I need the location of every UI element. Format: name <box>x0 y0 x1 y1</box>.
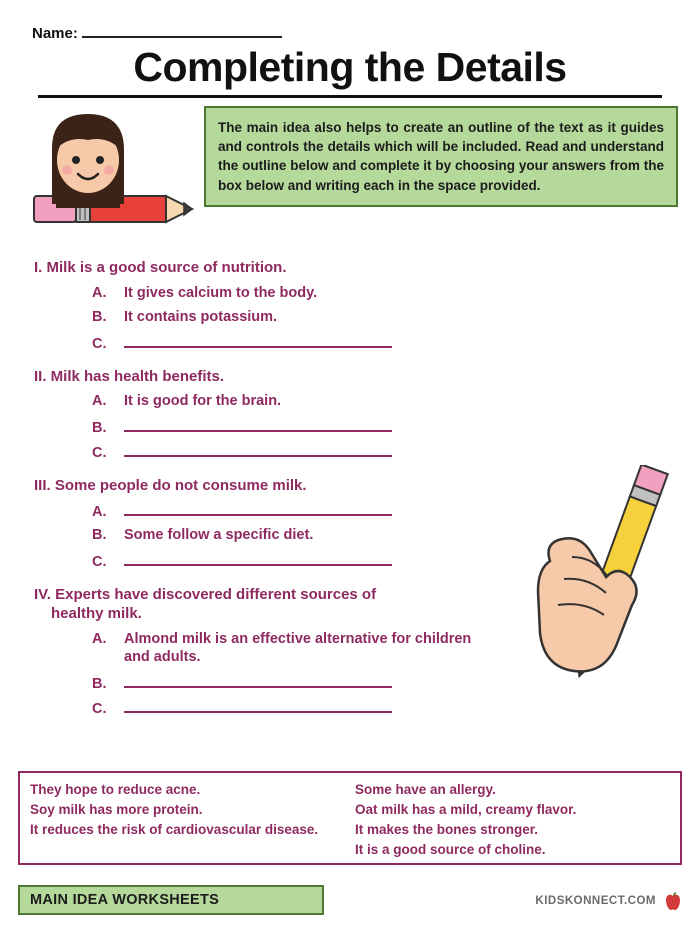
item-letter: A. <box>92 630 107 647</box>
section-heading-line2: healthy milk. <box>51 605 142 623</box>
answer-option[interactable]: It reduces the risk of cardiovascular disease. <box>30 821 319 837</box>
hand-holding-pencil-illustration <box>514 465 694 705</box>
outline-section <box>34 258 682 352</box>
footer-brand-group <box>535 891 682 911</box>
item-text: Some follow a specific diet. <box>124 527 314 544</box>
outline-item <box>92 417 682 436</box>
item-letter: B. <box>92 309 107 326</box>
item-letter: A. <box>92 393 107 410</box>
item-letter: B. <box>92 675 107 692</box>
name-input-blank[interactable] <box>82 22 282 38</box>
item-letter: C. <box>92 335 107 352</box>
section-heading: III. Some people do not consume milk. <box>34 476 307 494</box>
answer-blank[interactable] <box>124 333 392 348</box>
answer-bank-left-column <box>30 780 345 856</box>
answer-blank[interactable] <box>124 442 392 457</box>
section-heading: I. Milk is a good source of nutrition. <box>34 259 287 277</box>
answer-option[interactable]: It is a good source of choline. <box>355 841 546 857</box>
outline-item <box>92 392 682 411</box>
item-text: Almond milk is an effective alternative for children and adults. <box>124 630 472 666</box>
outline-item <box>92 442 682 461</box>
outline-item <box>92 333 682 352</box>
apple-icon <box>664 891 682 911</box>
answer-blank[interactable] <box>124 501 392 516</box>
answer-blank[interactable] <box>124 673 392 688</box>
title-block <box>18 46 682 98</box>
answer-blank[interactable] <box>124 551 392 566</box>
footer <box>18 885 682 917</box>
footer-banner: MAIN IDEA WORKSHEETS <box>18 885 324 915</box>
item-text: It is good for the brain. <box>124 393 282 410</box>
answer-blank[interactable] <box>124 698 392 713</box>
item-letter: C. <box>92 700 107 717</box>
item-letter: B. <box>92 527 107 544</box>
item-text: It gives calcium to the body. <box>124 284 318 301</box>
name-row <box>32 22 682 42</box>
answer-blank[interactable] <box>124 417 392 432</box>
item-letter: A. <box>92 504 107 521</box>
item-letter: C. <box>92 553 107 570</box>
outline-item <box>92 308 682 327</box>
section-heading: II. Milk has health benefits. <box>34 367 225 385</box>
girl-with-pencil-illustration <box>26 108 198 238</box>
answer-option[interactable]: Oat milk has a mild, creamy flavor. <box>355 801 577 817</box>
outline-item <box>92 284 682 303</box>
answer-option[interactable]: It makes the bones stronger. <box>355 821 539 837</box>
item-text: It contains potassium. <box>124 309 278 326</box>
outline-section <box>34 367 682 461</box>
answer-bank-box <box>18 771 682 865</box>
name-label: Name: <box>32 25 78 42</box>
answer-option[interactable]: Soy milk has more protein. <box>30 801 203 817</box>
answer-bank-right-column <box>345 780 670 856</box>
item-letter: A. <box>92 284 107 301</box>
section-heading <box>34 585 504 624</box>
intro-row <box>18 106 682 242</box>
page-title: Completing the Details <box>133 44 567 90</box>
instructions-box: The main idea also helps to create an outline of the text as it guides and controls the details which will be included. Read and understand the outline below and complete it by choosing your answers from the box below and writing each in the space provided. <box>204 106 678 207</box>
item-letter: B. <box>92 419 107 436</box>
answer-option[interactable]: Some have an allergy. <box>355 782 496 797</box>
item-letter: C. <box>92 444 107 461</box>
section-heading-line1: IV. Experts have discovered different sources of <box>34 585 377 603</box>
answer-option[interactable]: They hope to reduce acne. <box>30 782 201 797</box>
title-divider <box>38 95 662 98</box>
brand-text: KIDSKONNECT.COM <box>535 895 656 907</box>
